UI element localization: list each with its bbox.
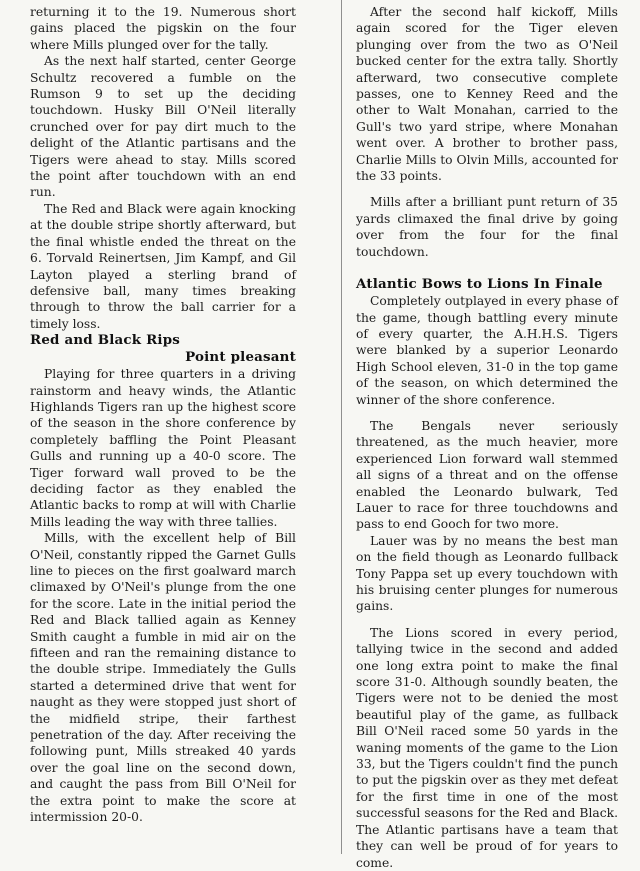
heading-line-2: Point pleasant (185, 349, 296, 366)
right-paragraph-1: After the second half kickoff, Mills again scored for the Tiger eleven plunging over from the two as O'Neil bucked center for the extra tally. Shortly afterward, two consecutive complete passes, one to Kenney Reed and the other to Walt Monahan, carried to the Gull's two yard stripe, where Monahan went over. A brother to brother pass, Charlie Mills to Olvin Mills, accounted for the 33 points. (356, 5, 618, 184)
left-paragraph-4: Playing for three quarters in a driving rainstorm and heavy winds, the Atlantic Highlands Tigers ran up the highest score of the season in the shore conference by completely baffling the Point Pleasant Gulls and running up a 40-0 score. The Tiger forward wall proved to be the deciding factor as they enabled the Atlantic backs to romp at will with Charlie Mills leading the way with three tallies. (30, 367, 296, 529)
right-paragraph-5: Lauer was by no means the best man on the field though as Leonardo fullback Tony Pappa set up every touchdown with his bruising center plunges for numerous gains. (356, 533, 618, 614)
right-column (356, 4, 618, 871)
column-divider (341, 0, 342, 854)
right-paragraph-3: Completely outplayed in every phase of the game, though battling every minute of every quarter, the A.H.H.S. Tigers were blanked by a superior Leonardo High School eleven, 31-0 in the top game of the season, on which determined the winner of the shore conference. (356, 294, 618, 407)
right-paragraph-6: The Lions scored in every period, tallying twice in the second and added one long extra point to make the final score 31-0. Although soundly beaten, the Tigers were not to be denied the most beautiful play of the game, as fullback Bill O'Neil raced some 50 yards in the waning moments of the game to the Lion 33, but the Tigers couldn't find the punch to put the pigskin over as they met defeat for the first time in one of the most successful seasons for the Red and Black. The Atlantic partisans have a team that they can well be proud of for years to come. (356, 625, 618, 870)
right-paragraph-4: The Bengals never seriously threatened, as the much heavier, more experienced Lion forward wall stemmed all signs of a threat and on the offense enabled the Leonardo bulwark, Ted Lauer to race for three touchdowns and pass to end Gooch for two more. (356, 418, 618, 532)
right-paragraph-2: Mills after a brilliant punt return of 35 yards climaxed the final drive by going over from the four for the final touchdown. (356, 195, 618, 259)
left-paragraph-5: Mills, with the excellent help of Bill O'Neil, constantly ripped the Garnet Gulls line to pieces on the first goalward march climaxed by O'Neil's plunge from the one for the score. Late in the initial period the Red and Black tallied again as Kenney Smith caught a fumble in mid air on the fifteen and ran the remaining distance to the double stripe. Immediately the Gulls started a determined drive that went for naught as they were stopped just short of the midfield stripe, their farthest penetration of the day. After receiving the following punt, Mills streaked 40 yards over the goal line on the second down, and caught the pass from Bill O'Neil for the extra point to make the score at intermission 20-0. (30, 531, 296, 825)
section-heading-red-and-black (30, 332, 296, 366)
spacer (356, 184, 618, 194)
left-paragraph-3: The Red and Black were again knocking at the double stripe shortly afterward, but the final whistle ended the threat on the 6. Torvald Reinertsen, Jim Kampf, and Gil Layton played a sterling brand of defensive ball, many times breaking through to throw the ball carrier for a timely loss. (30, 201, 296, 331)
spacer (356, 260, 618, 276)
spacer (356, 615, 618, 625)
heading-line-1: Red and Black Rips (30, 332, 181, 349)
spacer (356, 408, 618, 418)
left-paragraph-2: As the next half started, center George Schultz recovered a fumble on the Rumson 9 to set up the deciding touchdown. Husky Bill O'Neil literally crunched over for pay dirt much to the delight of the Atlantic partisans and the Tigers were ahead to stay. Mills scored the point after touchdown with an end run. (30, 54, 296, 200)
section-heading-atlantic-bows: Atlantic Bows to Lions In Finale (356, 276, 603, 293)
left-paragraph-1: returning it to the 19. Numerous short gains placed the pigskin on the four where Mills plunged over for the tally. (30, 5, 296, 52)
left-column (30, 4, 296, 826)
